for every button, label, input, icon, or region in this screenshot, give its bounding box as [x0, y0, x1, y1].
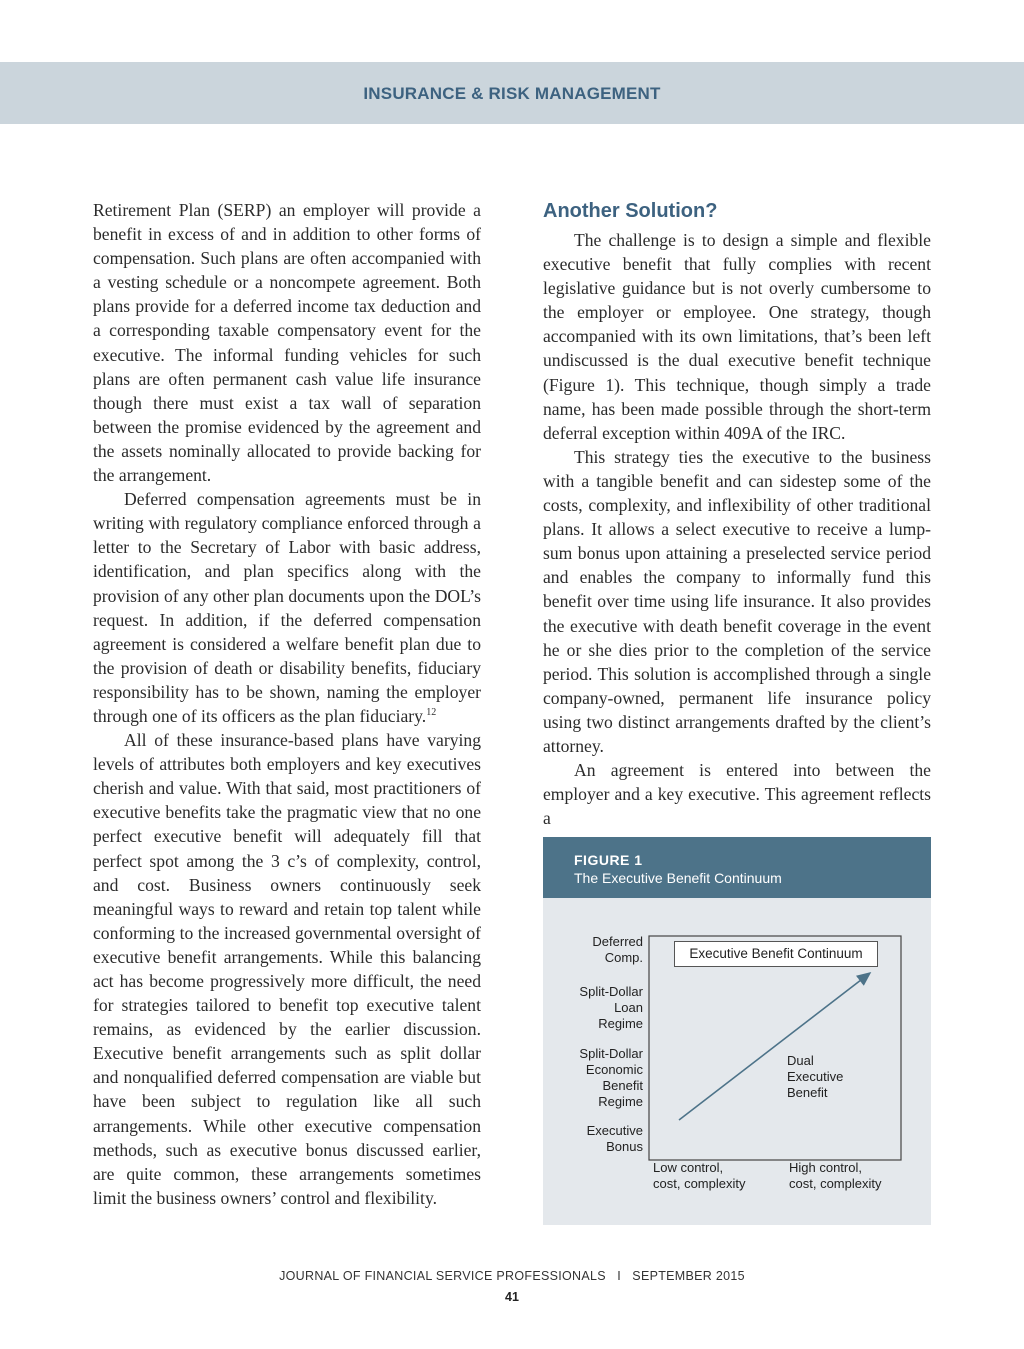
x-label-high: High control, cost, complexity: [789, 1160, 882, 1191]
body-paragraph: This strategy ties the executive to the business with a tangible benefit and can sidestep some of the costs, complexity, and inflexibility of other traditional plans. It allows a select executive to receive a lump-sum bonus upon attaining a preselected service period and enables the company to informally fund this benefit over time using life insurance. It also provides the executive with death benefit coverage in the event he or she dies prior to the completion of the service period. This solution is accomplished through a single company-owned, permanent life insurance policy using two distinct arrangements drafted by the client’s attorney.: [543, 446, 931, 756]
plot-frame: [649, 936, 901, 1160]
body-paragraph: The challenge is to design a simple and flexible executive benefit that fully complies with recent legislative guidance but is not overly cumbersome to the employer or employee. One strategy, though accompanied with its own limitations, that’s been left undiscussed is the dual executive benefit technique (Figure 1). This technique, though simply a trade name, has been made possible through the short-term deferral exception within 409A of the IRC.: [543, 230, 931, 443]
y-label-split-dollar-loan: Split-Dollar Loan Regime: [579, 984, 643, 1031]
y-label-executive-bonus: Executive Bonus: [586, 1123, 643, 1154]
body-paragraph: An agreement is entered into between the employer and a key executive. This agreement reflects a: [543, 760, 931, 829]
figure-label: FIGURE 1: [574, 852, 643, 868]
figure-1: [543, 837, 931, 1225]
section-heading: Another Solution?: [543, 200, 718, 222]
left-column: [93, 198, 481, 1210]
x-label-low: Low control, cost, complexity: [653, 1160, 746, 1191]
body-paragraph: Deferred compensation agreements must be in writing with regulatory compliance enforced through a letter to the Secretary of Labor with basic address, identification, and plan specifics along with the provision of any other plan documents upon the DOL’s request. In addition, if the deferred compensation agreement is considered a welfare benefit plan due to the provision of death or disability benefits, fiduciary responsibility has to be shown, naming the employer through one of its officers as the plan fiduciary.$^{12}$: [93, 489, 481, 726]
dual-executive-benefit-label: Dual Executive Benefit: [787, 1053, 844, 1100]
section-title: INSURANCE & RISK MANAGEMENT: [363, 84, 661, 103]
y-label-split-dollar-economic: Split-Dollar Economic Benefit Regime: [579, 1046, 643, 1109]
footer-journal: JOURNAL OF FINANCIAL SERVICE PROFESSIONALS I SEPTEMBER 2015: [279, 1269, 745, 1283]
figure-header: [543, 837, 931, 898]
footnote-ref: 12: [426, 706, 437, 718]
right-column: [543, 198, 931, 830]
page-number: 41: [505, 1290, 519, 1304]
section-header-band: [0, 62, 1024, 124]
continuum-diagram: [543, 898, 931, 1225]
figure-caption: The Executive Benefit Continuum: [574, 870, 782, 886]
body-paragraph: All of these insurance-based plans have varying levels of attributes both employers and key executives cherish and value. With that said, most practitioners of executive benefits take the pragmatic view that no one perfect executive benefit will adequately fill that perfect spot among the 3 c’s of complexity, control, and cost. Business owners continuously seek meaningful ways to reward and retain top talent while conforming to the increased governmental oversight of executive benefit arrangements. While this balancing act has become progressively more difficult, the need for strategies tailored to benefit top executive talent remains, as evidenced by the earlier discussion. Executive benefit arrangements such as split dollar and nonqualified deferred compensation are viable but have been subject to regulation like all such arrangements. While other executive compensation methods, such as executive bonus discussed earlier, are quite common, these arrangements sometimes limit the business owners’ control and flexibility.: [93, 730, 481, 1208]
y-label-deferred-comp: Deferred Comp.: [592, 934, 643, 965]
body-paragraph: Retirement Plan (SERP) an employer will provide a benefit in excess of and in addition to other forms of compensation. Such plans are often accompanied with a vesting schedule or a noncompete agreement. Both plans provide for a deferred income tax deduction and a corresponding taxable compensatory event for the executive. The informal funding vehicles for such plans are often permanent cash value life insurance though there must exist a tax wall of separation between the promise evidenced by the agreement and the assets nominally allocated to provide backing for the arrangement.: [93, 200, 481, 486]
continuum-title-box: Executive Benefit Continuum: [674, 941, 878, 967]
